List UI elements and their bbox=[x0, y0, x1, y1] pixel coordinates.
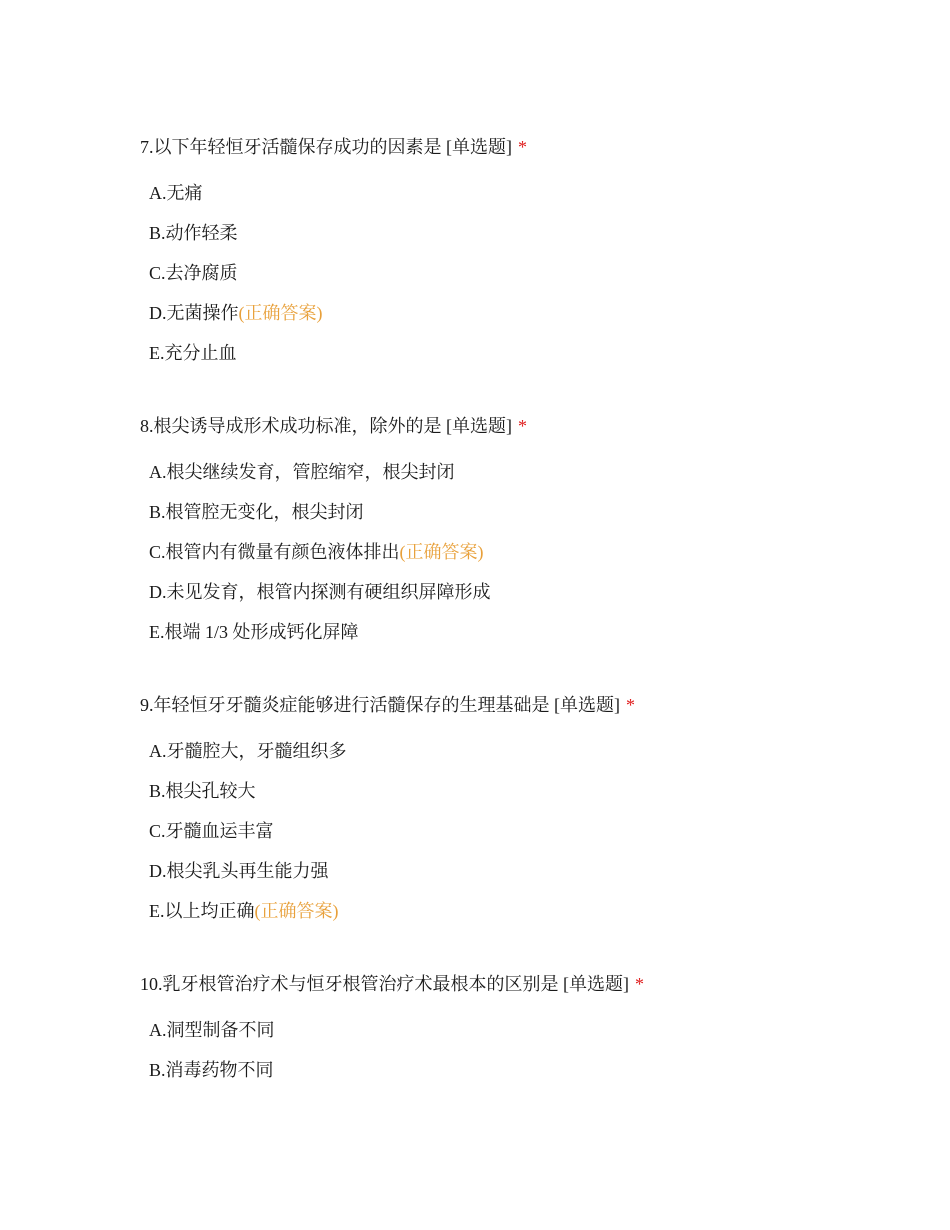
option-e[interactable] bbox=[149, 897, 950, 925]
question-7 bbox=[140, 133, 950, 367]
question-10 bbox=[140, 970, 950, 1084]
option-text: C.根管内有微量有颜色液体排出 bbox=[149, 542, 400, 562]
option-text: D.未见发育，根管内探测有硬组织屏障形成 bbox=[149, 582, 491, 602]
question-title bbox=[140, 412, 950, 440]
option-text: E.以上均正确 bbox=[149, 901, 255, 921]
option-text: A.牙髓腔大，牙髓组织多 bbox=[149, 741, 347, 761]
option-c[interactable] bbox=[149, 538, 950, 566]
question-title-text: 8.根尖诱导成形术成功标准，除外的是 [单选题] bbox=[140, 416, 512, 436]
question-title-text: 10.乳牙根管治疗术与恒牙根管治疗术最根本的区别是 [单选题] bbox=[140, 974, 629, 994]
option-d[interactable] bbox=[149, 578, 950, 606]
option-b[interactable] bbox=[149, 1056, 950, 1084]
option-text: D.无菌操作 bbox=[149, 303, 239, 323]
option-text: E.充分止血 bbox=[149, 343, 237, 363]
question-title bbox=[140, 133, 950, 161]
question-8 bbox=[140, 412, 950, 646]
option-text: B.消毒药物不同 bbox=[149, 1060, 274, 1080]
option-text: C.牙髓血运丰富 bbox=[149, 821, 274, 841]
option-c[interactable] bbox=[149, 817, 950, 845]
question-title bbox=[140, 970, 950, 998]
option-text: D.根尖乳头再生能力强 bbox=[149, 861, 329, 881]
required-star: * bbox=[518, 416, 527, 436]
correct-answer-tag: (正确答案) bbox=[254, 901, 339, 921]
option-list bbox=[140, 737, 950, 925]
option-text: A.洞型制备不同 bbox=[149, 1020, 275, 1040]
option-a[interactable] bbox=[149, 458, 950, 486]
option-a[interactable] bbox=[149, 1016, 950, 1044]
option-a[interactable] bbox=[149, 737, 950, 765]
option-text: B.根管腔无变化，根尖封闭 bbox=[149, 502, 364, 522]
option-list bbox=[140, 1016, 950, 1084]
required-star: * bbox=[635, 974, 644, 994]
option-b[interactable] bbox=[149, 777, 950, 805]
question-9 bbox=[140, 691, 950, 925]
correct-answer-tag: (正确答案) bbox=[238, 303, 323, 323]
option-list bbox=[140, 458, 950, 646]
required-star: * bbox=[518, 137, 527, 157]
option-c[interactable] bbox=[149, 259, 950, 287]
option-e[interactable] bbox=[149, 618, 950, 646]
correct-answer-tag: (正确答案) bbox=[399, 542, 484, 562]
question-title-text: 7.以下年轻恒牙活髓保存成功的因素是 [单选题] bbox=[140, 137, 512, 157]
option-b[interactable] bbox=[149, 498, 950, 526]
option-text: C.去净腐质 bbox=[149, 263, 238, 283]
question-title-text: 9.年轻恒牙牙髓炎症能够进行活髓保存的生理基础是 [单选题] bbox=[140, 695, 620, 715]
option-text: A.无痛 bbox=[149, 183, 203, 203]
option-list bbox=[140, 179, 950, 367]
option-text: A.根尖继续发育，管腔缩窄，根尖封闭 bbox=[149, 462, 455, 482]
option-e[interactable] bbox=[149, 339, 950, 367]
option-d[interactable] bbox=[149, 299, 950, 327]
option-a[interactable] bbox=[149, 179, 950, 207]
required-star: * bbox=[626, 695, 635, 715]
question-title bbox=[140, 691, 950, 719]
option-d[interactable] bbox=[149, 857, 950, 885]
option-text: B.根尖孔较大 bbox=[149, 781, 256, 801]
option-b[interactable] bbox=[149, 219, 950, 247]
option-text: B.动作轻柔 bbox=[149, 223, 238, 243]
option-text: E.根端 1/3 处形成钙化屏障 bbox=[149, 622, 359, 642]
